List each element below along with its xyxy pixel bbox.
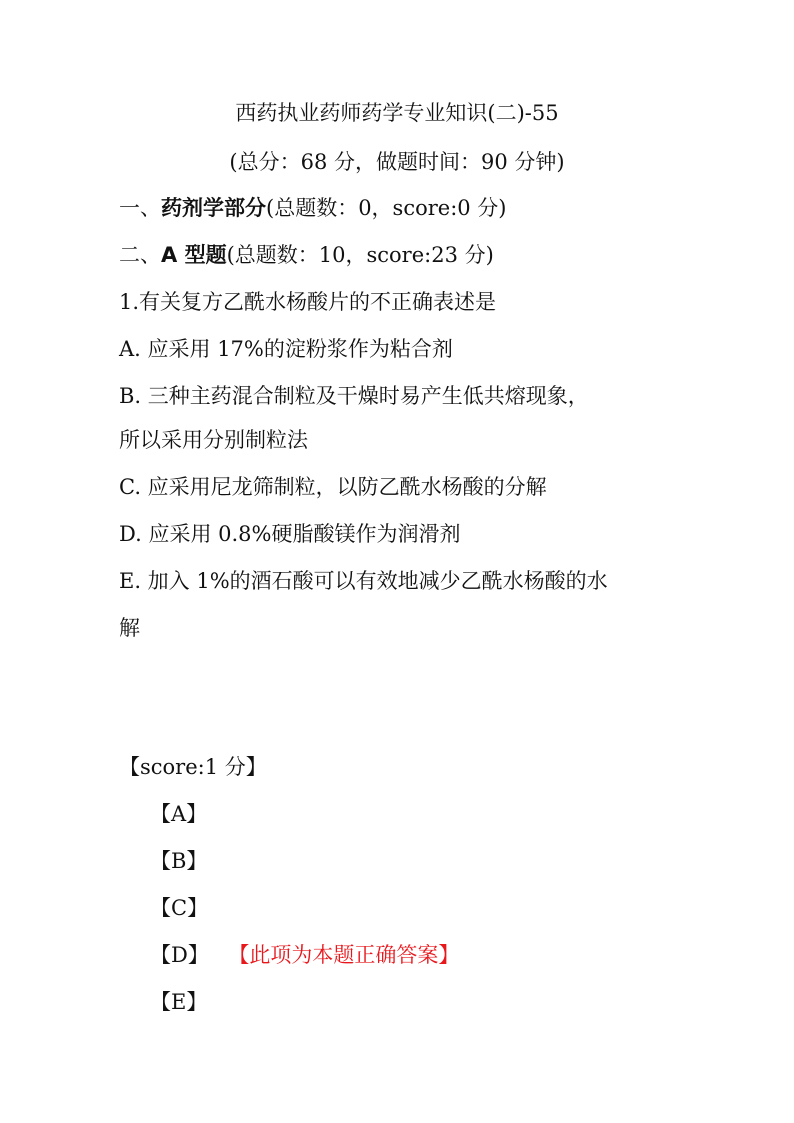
option-b-line-2: 所以采用分别制粒法 xyxy=(119,428,308,452)
answer-choice-b: 【B】 xyxy=(150,849,208,873)
section-1-info: (总题数：0，score:0 分) xyxy=(266,196,507,220)
doc-subtitle: (总分：68 分，做题时间：90 分钟) xyxy=(229,150,565,174)
section-2-heading xyxy=(119,240,494,270)
answer-choice-d-row xyxy=(150,940,459,970)
section-1-label: 一、 xyxy=(119,196,161,220)
section-1-heading xyxy=(119,193,507,223)
answer-choice-e: 【E】 xyxy=(150,990,208,1014)
answer-choice-a: 【A】 xyxy=(150,802,208,826)
option-e-line-2: 解 xyxy=(119,616,140,640)
answer-choice-d: 【D】 xyxy=(150,943,209,967)
option-e-line-1: E. 加入 1%的酒石酸可以有效地减少乙酰水杨酸的水 xyxy=(119,569,608,593)
correct-answer-note: 【此项为本题正确答案】 xyxy=(238,943,460,967)
answer-choice-c: 【C】 xyxy=(150,896,209,920)
option-d: D. 应采用 0.8%硬脂酸镁作为润滑剂 xyxy=(119,522,461,546)
answer-score: 【score:1 分】 xyxy=(119,755,267,779)
section-2-label: 二、 xyxy=(119,243,161,267)
option-a: A. 应采用 17%的淀粉浆作为粘合剂 xyxy=(119,337,453,361)
question-stem: 1.有关复方乙酰水杨酸片的不正确表述是 xyxy=(119,290,497,314)
section-2-name: A 型题 xyxy=(161,243,227,267)
option-c: C. 应采用尼龙筛制粒，以防乙酰水杨酸的分解 xyxy=(119,475,547,499)
section-1-name: 药剂学部分 xyxy=(161,196,266,220)
section-2-info: (总题数：10，score:23 分) xyxy=(226,243,494,267)
option-b-line-1: B. 三种主药混合制粒及干燥时易产生低共熔现象， xyxy=(119,384,589,408)
doc-title: 西药执业药师药学专业知识(二)-55 xyxy=(235,101,559,125)
